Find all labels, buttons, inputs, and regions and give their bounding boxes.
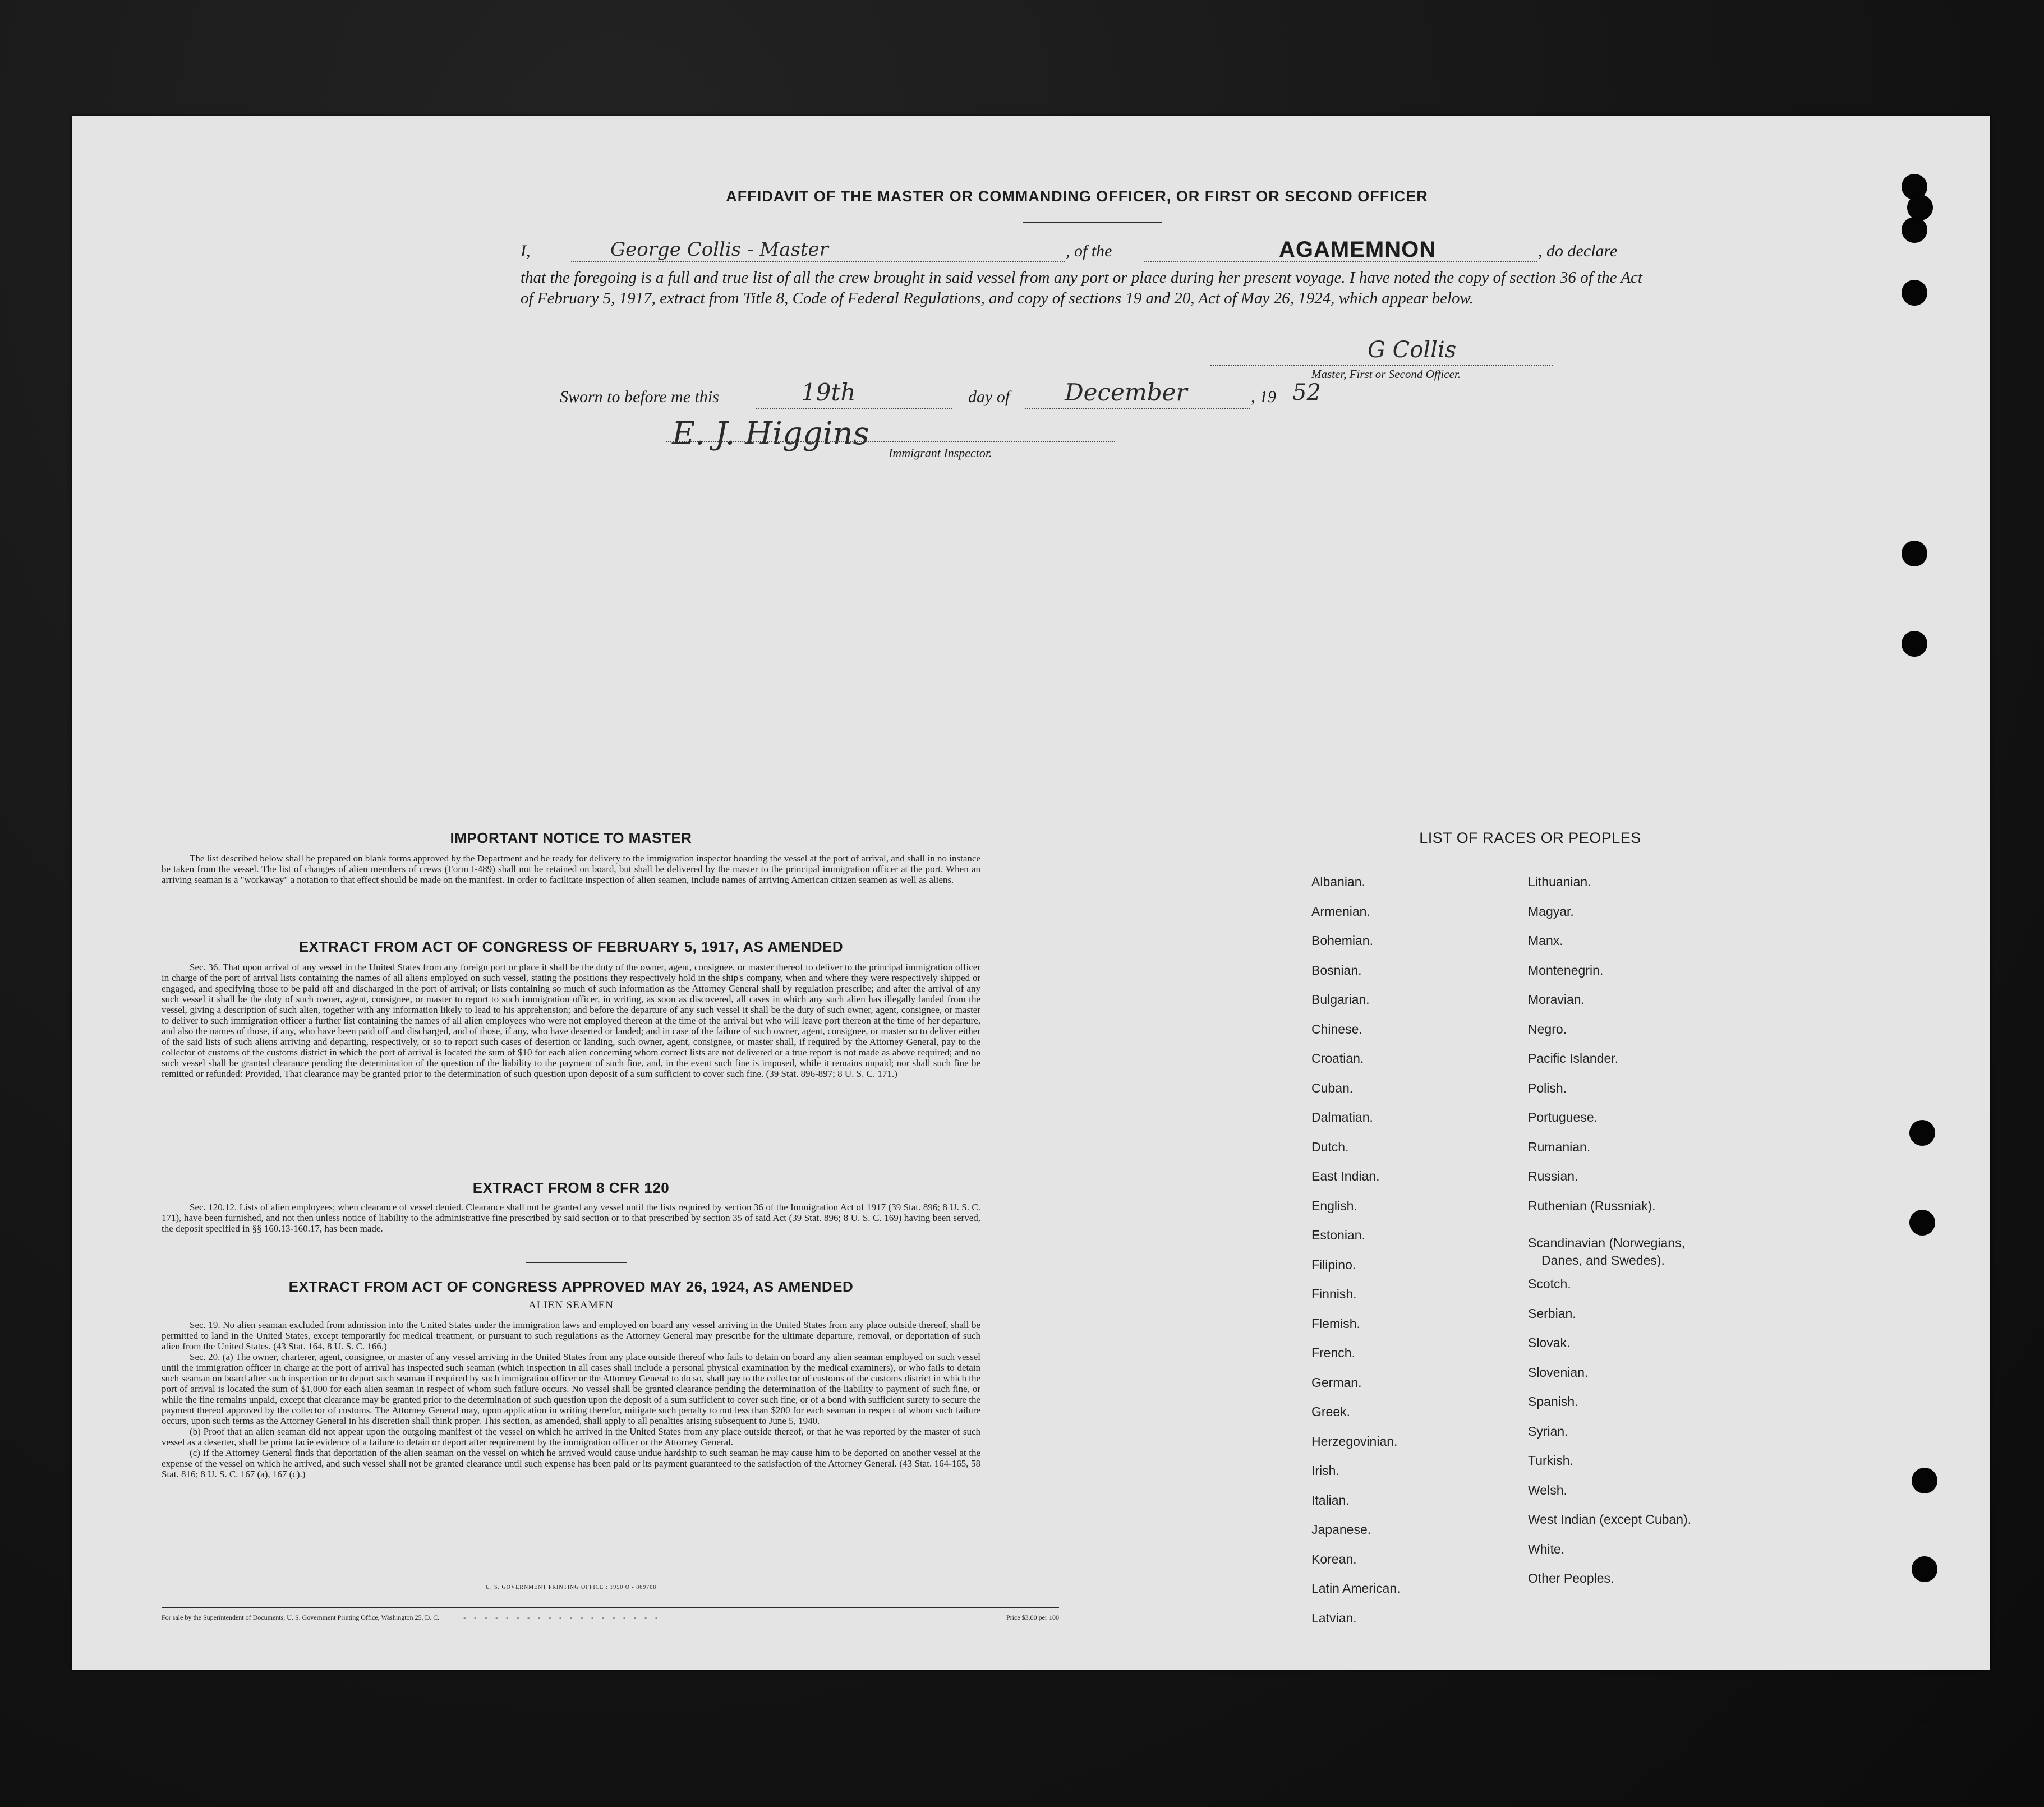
race-item: Slovak.: [1528, 1335, 1571, 1350]
signer-name: George Collis - Master: [610, 238, 828, 261]
race-item: Rumanian.: [1528, 1139, 1591, 1154]
race-item: Polish.: [1528, 1080, 1567, 1095]
vessel-name: AGAMEMNON: [1279, 237, 1437, 262]
punch-hole: [1912, 1556, 1937, 1582]
race-item: Italian.: [1311, 1492, 1350, 1508]
vessel-name-field: [1144, 238, 1537, 262]
punch-hole: [1902, 217, 1927, 243]
race-item: Dutch.: [1311, 1139, 1349, 1154]
extract-1924-title: EXTRACT FROM ACT OF CONGRESS APPROVED MAY 26, 1924, AS AMENDED: [288, 1278, 854, 1295]
race-item: Pacific Islander.: [1528, 1051, 1619, 1066]
punch-hole: [1907, 195, 1933, 220]
section-19: Sec. 19. No alien seaman excluded from admission into the United States under the immigration laws and employed on board any vessel arriving in the United States from any place outside thereof, shall be permitted to land in the United States, except temporarily for medical treatment, or pursuant to such regulations as the Attorney General may prescribe for the ultimate departure, removal, or deportation of such alien from the United States. (43 Stat. 164, 8 U. S. C. 166.): [162, 1320, 980, 1352]
race-item: Albanian.: [1311, 874, 1365, 889]
race-item: Other Peoples.: [1528, 1571, 1614, 1585]
extract-cfr-body: Sec. 120.12. Lists of alien employees; when clearance of vessel denied. Clearance shall not be granted any vessel until the lists required by section 36 of the Immigration Act of 1917 (39 Stat. 896; 8 U. S. C. 171), have been furnished, and not then unless notice of liability to the administrative fine prescribed by said section or to that prescribed by section 35 of said Act (39 Stat. 896; 8 U. S. C. 169) having been served, the deposit specified in §§ 160.13-160.17, has been made.: [162, 1202, 980, 1234]
affidavit-title: AFFIDAVIT OF THE MASTER OR COMMANDING OFFICER, OR FIRST OR SECOND OFFICER: [726, 188, 1428, 205]
price-note: Price $3.00 per 100: [1006, 1614, 1059, 1621]
race-item: Latvian.: [1311, 1610, 1357, 1625]
race-item: Turkish.: [1528, 1453, 1573, 1468]
inspector-caption: Immigrant Inspector.: [889, 446, 992, 460]
race-item: Bohemian.: [1311, 933, 1373, 948]
race-item: Lithuanian.: [1528, 874, 1591, 889]
race-item: Manx.: [1528, 933, 1563, 948]
sworn-label: Sworn to before me this: [560, 388, 719, 406]
year-prefix: , 19: [1251, 388, 1276, 406]
race-item: German.: [1311, 1375, 1362, 1390]
race-item: Japanese.: [1311, 1522, 1371, 1537]
extract-1924-body: [162, 1320, 980, 1479]
race-item: Magyar.: [1528, 904, 1574, 919]
race-item: Scandinavian (Norwegians,: [1528, 1236, 1685, 1250]
affidavit-statement: that the foregoing is a full and true list of all the crew brought in said vessel from any port or place during her present voyage. I have noted the copy of section 36 of the Act of February 5, 1917, extract from Title 8, Code of Federal Regulations, and copy of sections 19 and 20, Act of May 26, 1924, which appear below.: [521, 269, 1642, 307]
extract-1917-title: EXTRACT FROM ACT OF CONGRESS OF FEBRUARY 5, 1917, AS AMENDED: [298, 938, 844, 955]
punch-hole: [1902, 280, 1927, 306]
title-divider: [1023, 222, 1162, 223]
races-title: LIST OF RACES OR PEOPLES: [1419, 829, 1641, 846]
punch-hole: [1909, 1210, 1935, 1236]
race-item: East Indian.: [1311, 1169, 1380, 1183]
printing-office-note: U. S. GOVERNMENT PRINTING OFFICE : 1950 O - 869708: [485, 1584, 657, 1591]
race-item: Ruthenian (Russniak).: [1528, 1198, 1656, 1213]
race-item: Serbian.: [1528, 1306, 1576, 1321]
race-item: Moravian.: [1528, 992, 1585, 1007]
race-item: Montenegrin.: [1528, 962, 1604, 978]
race-item: Welsh.: [1528, 1482, 1567, 1497]
race-item: English.: [1311, 1198, 1357, 1213]
for-sale-note: For sale by the Superintendent of Documents, U. S. Government Printing Office, Washington 25, D. C.: [162, 1614, 440, 1621]
race-item: Latin American.: [1311, 1581, 1401, 1596]
race-item: Armenian.: [1311, 904, 1370, 919]
race-item: Flemish.: [1311, 1316, 1360, 1331]
extract-cfr-divider: [526, 1262, 627, 1263]
punch-hole: [1902, 631, 1927, 657]
notice-title: IMPORTANT NOTICE TO MASTER: [450, 829, 692, 846]
race-item: Bosnian.: [1311, 962, 1362, 978]
inspector-signature-line: [666, 439, 1115, 442]
race-item: Greek.: [1311, 1404, 1351, 1419]
section-20b: (b) Proof that an alien seaman did not appear upon the outgoing manifest of the vessel on which he arrived in the United States from any place outside thereof, or that he was reported by the master of such vessel as a deserter, shall be prima facie evidence of a failure to detain or deport after requirement by the immigration officer or the Attorney General.: [162, 1426, 980, 1448]
race-item: Filipino.: [1311, 1257, 1356, 1272]
sworn-day-field: [756, 379, 952, 409]
do-declare-label: , do declare: [1538, 242, 1618, 260]
race-item: Korean.: [1311, 1551, 1357, 1566]
race-item: Danes, and Swedes).: [1541, 1253, 1665, 1267]
extract-1917-body: Sec. 36. That upon arrival of any vessel in the United States from any foreign port or place it shall be the duty of the owner, agent, consignee, or master thereof to deliver to the principal immigration officer in charge of the port of arrival lists containing the names of all aliens employed on such vessel, stating the positions they respectively hold in the ship's company, when and where they were respectively shipped or engaged, and specifying those to be paid off and discharged in the port of arrival; or lists containing so much of such information as the Attorney General shall by regulation prescribe; and after the arrival of any such vessel it shall be the duty of such owner, agent, consignee, or master to report to such immigration officer, in writing, as soon as discovered, all cases in which any such alien has illegally landed from the vessel, giving a description of such alien, together with any information likely to lead to his apprehension; and before the departure of any such vessel it shall be the duty of such owner, agent, consignee, or master to deliver to such immigration officer a further list containing the names of all alien employees who were not employed thereon at the time of the arrival but who will leave port thereon at the time of her departure, and also the names of those, if any, who have been paid off and discharged, and of those, if any, who have deserted or landed; and in case of the failure of such owner, agent, consignee, or master so to deliver either of the said lists of such aliens arriving and departing, respectively, or so to report such cases of desertion or landing, such owner, agent, consignee, or master shall, if required by the Attorney General, pay to the collector of customs of the customs district in which the port of arrival is located the sum of $10 for each alien concerning whom correct lists are not delivered or a true report is not made as above required; and no such vessel shall be granted clearance pending the determination of the question of the liability to the payment of such fine, and, in the event such fine is imposed, while it remains unpaid; nor shall such fine be remitted or refunded: Provided, That clearance may be granted prior to the determination of such question upon deposit of a sum sufficient to cover such fine. (39 Stat. 896-897; 8 U. S. C. 171.): [162, 962, 980, 1079]
race-item: Croatian.: [1311, 1051, 1364, 1066]
section-20a: Sec. 20. (a) The owner, charterer, agent, consignee, or master of any vessel arriving in the United States from any place outside thereof who fails to detain on board any alien seaman employed on such vessel until the immigration officer in charge at the port of arrival has inspected such seaman (which inspection in all cases shall include a personal physical examination by the medical examiners), or who fails to detain such seaman on board after such inspection or to deport such seaman if required by such immigration officer or the Attorney General to do so, shall pay to the collector of customs of the customs district in which the port of arrival is located the sum of $1,000 for each alien seaman in respect of whom such failure occurs. No vessel shall be granted clearance pending the determination of the liability to payment of such fine, or while the fine remains unpaid, except that clearance may be granted prior to the determination of such question upon the deposit of a sum sufficient to cover such fine, or of a bond with sufficient surety to secure the payment thereof approved by the collector of customs. The Attorney General may, upon application in writing therefor, mitigate such penalty to not less than $200 for each seaman in respect of whom such failure occurs, upon such terms as the Attorney General in his discretion shall think proper. This section, as amended, shall apply to all penalties arising subsequent to June 5, 1940.: [162, 1352, 980, 1426]
race-item: Scotch.: [1528, 1276, 1571, 1291]
officer-caption: Master, First or Second Officer.: [1311, 367, 1461, 381]
section-20c: (c) If the Attorney General finds that deportation of the alien seaman on the vessel on which he arrived would cause undue hardship to such seaman he may cause him to be deported on another vessel at the expense of the vessel on which he arrived, and such vessel shall not be granted clearance until such expense has been paid or its payment guaranteed to the satisfaction of the Attorney General. (43 Stat. 164-165, 58 Stat. 816; 8 U. S. C. 167 (a), 167 (c).): [162, 1448, 980, 1479]
signer-name-field: [571, 238, 1065, 262]
races-right-column: [1528, 874, 1797, 1601]
race-item: Slovenian.: [1528, 1365, 1589, 1380]
sworn-month: December: [1065, 379, 1187, 406]
race-item: Irish.: [1311, 1463, 1339, 1478]
notice-body: The list described below shall be prepared on blank forms approved by the Department and be ready for delivery to the immigration inspector boarding the vessel at the port of arrival, and shall in no instance be taken from the vessel. The list of changes of alien members of crews (Form I-489) shall not be retained on board, but shall be delivered by the master to the principal immigration officer at the port. When an arriving seaman is a "workaway" a notation to that effect should be made on the manifest. In order to facilitate inspection of alien seamen, include names of arriving American citizen seamen as well as aliens.: [162, 853, 980, 885]
race-item: Chinese.: [1311, 1021, 1362, 1036]
race-item: Spanish.: [1528, 1394, 1578, 1409]
race-item: Finnish.: [1311, 1287, 1357, 1301]
day-of-label: day of: [968, 388, 1010, 406]
footer-rule: [162, 1607, 1059, 1608]
race-item: Herzegovinian.: [1311, 1433, 1398, 1449]
sworn-month-field: [1025, 379, 1250, 409]
race-item: White.: [1528, 1541, 1565, 1556]
race-item: Russian.: [1528, 1169, 1578, 1183]
footer-leader: - - - - - - - - - - - - - - - - - - -: [463, 1614, 661, 1621]
race-item: Bulgarian.: [1311, 992, 1370, 1007]
extract-1924-subtitle: ALIEN SEAMEN: [528, 1299, 614, 1311]
race-item: Cuban.: [1311, 1080, 1354, 1095]
race-item: Syrian.: [1528, 1423, 1568, 1439]
punch-hole: [1912, 1468, 1937, 1493]
pronoun: I,: [521, 242, 531, 260]
footer: [162, 1614, 1059, 1622]
race-item: Estonian.: [1311, 1228, 1365, 1242]
race-item: Portuguese.: [1528, 1110, 1598, 1124]
race-item: Dalmatian.: [1311, 1110, 1373, 1124]
punch-hole: [1902, 541, 1927, 566]
document-page: [72, 116, 1990, 1670]
race-item: French.: [1311, 1345, 1355, 1360]
of-the-label: , of the: [1066, 242, 1112, 260]
race-item: Negro.: [1528, 1021, 1567, 1036]
inspector-signature: E. J. Higgins: [672, 416, 869, 452]
sworn-day: 19th: [801, 379, 856, 406]
races-left-column: [1311, 874, 1513, 1640]
officer-signature-line: [1210, 337, 1553, 366]
year-suffix: 52: [1292, 380, 1321, 405]
race-item: West Indian (except Cuban).: [1528, 1512, 1692, 1527]
extract-cfr-title: EXTRACT FROM 8 CFR 120: [472, 1179, 670, 1196]
officer-signature: G Collis: [1368, 337, 1457, 363]
punch-hole: [1909, 1120, 1935, 1146]
